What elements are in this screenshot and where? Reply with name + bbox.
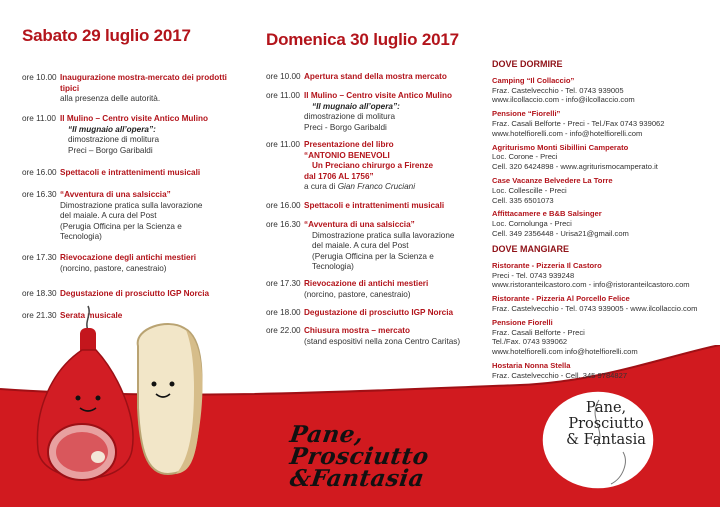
event-title: “Avventura di una salsiccia” bbox=[60, 190, 171, 199]
event-title: Serata musicale bbox=[60, 311, 123, 320]
restaurant-name: Pensione Fiorelli bbox=[492, 317, 553, 327]
sun-event-1 bbox=[266, 72, 482, 83]
event-title: Degustazione di prosciutto IGP Norcia bbox=[60, 289, 210, 298]
event-desc: dimostrazione di molitura bbox=[68, 135, 160, 144]
event-time: ore 16.30 bbox=[266, 220, 301, 229]
event-title: Degustazione di prosciutto IGP Norcia bbox=[304, 308, 454, 317]
event-title: Apertura stand della mostra mercato bbox=[304, 72, 447, 81]
ham-mascot-illustration bbox=[30, 300, 140, 500]
event-time: ore 22.00 bbox=[266, 326, 301, 335]
list-item bbox=[492, 109, 714, 138]
event-desc: (Perugia Officina per la Scienza e bbox=[60, 221, 182, 231]
book-dates: dal 1706 AL 1756” bbox=[304, 171, 374, 181]
seal-line: & Fantasia bbox=[566, 432, 646, 448]
restaurant-detail: Tel./Fax. 0743 939062 bbox=[492, 337, 568, 347]
event-desc: dimostrazione di molitura bbox=[304, 112, 396, 121]
restaurant-detail: www.ristoranteilcastoro.com - info@ristoranteilcastoro.com bbox=[492, 280, 690, 290]
event-desc: alla presenza delle autorità. bbox=[60, 94, 161, 103]
lodging-detail: Loc. Cornolunga - Preci bbox=[492, 219, 572, 229]
event-title: Rievocazione di antichi mestieri bbox=[304, 279, 429, 288]
event-time: ore 21.30 bbox=[22, 311, 57, 320]
dove-mangiare-section bbox=[492, 245, 714, 381]
event-title: Rievocazione degli antichi mestieri bbox=[60, 253, 197, 262]
event-title: Inaugurazione mostra-mercato dei prodotti tipici bbox=[60, 73, 227, 93]
event-desc: (norcino, pastore, canestraio) bbox=[304, 289, 411, 299]
event-desc: del maiale. A cura del Post bbox=[312, 241, 409, 250]
lodging-detail: Loc. Corone - Preci bbox=[492, 152, 558, 162]
event-logo-text bbox=[288, 421, 431, 492]
lodging-name: Affittacamere e B&B Salsinger bbox=[492, 209, 602, 219]
lodging-detail: Cell. 320 6424898 - www.agriturismocamperato.it bbox=[492, 162, 658, 172]
restaurant-name: Ristorante - Pizzeria Al Porcello Felice bbox=[492, 294, 630, 304]
event-time: ore 16.00 bbox=[266, 201, 301, 210]
event-desc: Tecnologia) bbox=[312, 262, 354, 271]
sun-event-6 bbox=[266, 279, 482, 300]
sat-event-4 bbox=[22, 190, 242, 243]
event-desc: Dimostrazione pratica sulla lavorazione bbox=[60, 200, 203, 210]
sun-event-2 bbox=[266, 91, 482, 133]
lodging-detail: Fraz. Castelvecchio - Tel. 0743 939005 bbox=[492, 85, 624, 95]
book-subtitle: Un Preciano chirurgo a Firenze bbox=[312, 161, 434, 170]
book-byline: a cura di bbox=[304, 182, 336, 191]
event-seal bbox=[537, 388, 659, 493]
lodging-detail: Cell. 349 2356448 - Urisa21@gmail.com bbox=[492, 228, 629, 238]
book-title: “ANTONIO BENEVOLI bbox=[304, 150, 390, 160]
event-title: “Avventura di una salsiccia” bbox=[304, 220, 415, 229]
event-desc: (stand espositivi nella zona Centro Caritas) bbox=[304, 336, 461, 346]
event-quote: “Il mugnaio all’opera”: bbox=[68, 124, 156, 134]
sun-event-3 bbox=[266, 140, 482, 193]
sat-event-3 bbox=[22, 168, 242, 179]
logo-line: &Fantasia bbox=[288, 465, 427, 492]
event-time: ore 18.00 bbox=[266, 308, 301, 317]
sat-event-1 bbox=[22, 73, 242, 105]
book-author: Gian Franco Cruciani bbox=[337, 182, 416, 191]
lodging-detail: Loc. Collescille - Preci bbox=[492, 185, 567, 195]
event-time: ore 16.30 bbox=[22, 190, 57, 199]
sat-event-6 bbox=[22, 289, 242, 300]
event-title: Il Mulino – Centro visite Antico Mulino bbox=[304, 91, 452, 100]
sun-event-5 bbox=[266, 220, 482, 273]
event-time: ore 17.30 bbox=[266, 279, 301, 288]
event-time: ore 11.00 bbox=[266, 140, 300, 149]
event-desc: Preci - Borgo Garibaldi bbox=[304, 122, 387, 132]
lodging-name: Camping “Il Collaccio” bbox=[492, 75, 575, 85]
event-title: Il Mulino – Centro visite Antico Mulino bbox=[60, 114, 208, 123]
dove-dormire-section bbox=[492, 60, 714, 239]
event-title: Spettacoli e intrattenimenti musicali bbox=[60, 168, 201, 177]
event-time: ore 16.00 bbox=[22, 168, 57, 177]
sat-event-5 bbox=[22, 253, 242, 274]
event-desc: (Perugia Officina per la Scienza e bbox=[312, 251, 434, 261]
list-item bbox=[492, 176, 714, 205]
restaurant-name: Hostaria Nonna Stella bbox=[492, 360, 571, 370]
event-desc: Dimostrazione pratica sulla lavorazione bbox=[312, 230, 455, 240]
seal-line: Pane, bbox=[585, 400, 627, 416]
sunday-title: Domenica 30 luglio 2017 bbox=[266, 30, 459, 49]
lodging-name: Case Vacanze Belvedere La Torre bbox=[492, 175, 613, 185]
event-time: ore 11.00 bbox=[266, 91, 300, 100]
lodging-detail: www.hotelfiorelli.com - info@hotelfiorelli.com bbox=[492, 128, 643, 138]
list-item bbox=[492, 361, 714, 381]
event-time: ore 17.30 bbox=[22, 253, 57, 262]
list-item bbox=[492, 294, 714, 314]
restaurant-detail: Fraz. Castelvecchio - Cell. 345 9784827 bbox=[492, 370, 628, 380]
event-title: Presentazione del libro bbox=[304, 140, 394, 149]
event-desc: (norcino, pastore, canestraio) bbox=[60, 263, 167, 273]
restaurant-detail: Fraz. Casali Belforte - Preci bbox=[492, 327, 585, 337]
event-title: Spettacoli e intrattenimenti musicali bbox=[304, 201, 445, 210]
bread-mascot-illustration bbox=[128, 318, 208, 478]
event-time: ore 10.00 bbox=[22, 73, 57, 82]
lodging-name: Pensione “Fiorelli” bbox=[492, 109, 561, 119]
lodging-detail: Fraz. Casali Belforte - Preci - Tel./Fax 0743 939062 bbox=[492, 118, 665, 128]
list-item bbox=[492, 209, 714, 238]
restaurant-detail: Fraz. Castelvecchio - Tel. 0743 939005 - www.ilcollaccio.com bbox=[492, 303, 698, 313]
logo-line: Prosciutto bbox=[288, 443, 431, 470]
event-time: ore 10.00 bbox=[266, 72, 301, 81]
event-desc: Tecnologia) bbox=[60, 232, 102, 241]
event-time: ore 11.00 bbox=[22, 114, 56, 123]
list-item bbox=[492, 261, 714, 290]
saturday-title: Sabato 29 luglio 2017 bbox=[22, 26, 191, 45]
logo-line: Pane, bbox=[288, 421, 366, 448]
event-time: ore 18.30 bbox=[22, 289, 57, 298]
sun-event-8 bbox=[266, 326, 482, 347]
sat-event-2 bbox=[22, 114, 242, 156]
event-quote: “Il mugnaio all’opera”: bbox=[312, 101, 400, 111]
seal-line: Prosciutto bbox=[568, 416, 644, 432]
lodging-name: Agriturismo Monti Sibillini Camperato bbox=[492, 142, 629, 152]
dove-mangiare-heading: DOVE MANGIARE bbox=[492, 244, 570, 254]
event-title: Chiusura mostra – mercato bbox=[304, 326, 411, 335]
restaurant-detail: www.hotelfiorelli.com info@hotelfiorelli.com bbox=[492, 347, 638, 357]
dove-dormire-heading: DOVE DORMIRE bbox=[492, 59, 563, 69]
restaurant-detail: Preci - Tel. 0743 939248 bbox=[492, 270, 575, 280]
list-item bbox=[492, 143, 714, 172]
event-desc: del maiale. A cura del Post bbox=[60, 211, 157, 220]
list-item bbox=[492, 318, 714, 357]
restaurant-name: Ristorante - Pizzeria Il Castoro bbox=[492, 260, 602, 270]
lodging-detail: Cell. 335 6501073 bbox=[492, 195, 554, 205]
lodging-detail: www.ilcollaccio.com - info@ilcollaccio.com bbox=[492, 95, 635, 105]
event-desc: Preci – Borgo Garibaldi bbox=[68, 145, 153, 155]
sun-event-7 bbox=[266, 308, 482, 319]
list-item bbox=[492, 76, 714, 105]
sun-event-4 bbox=[266, 201, 482, 212]
